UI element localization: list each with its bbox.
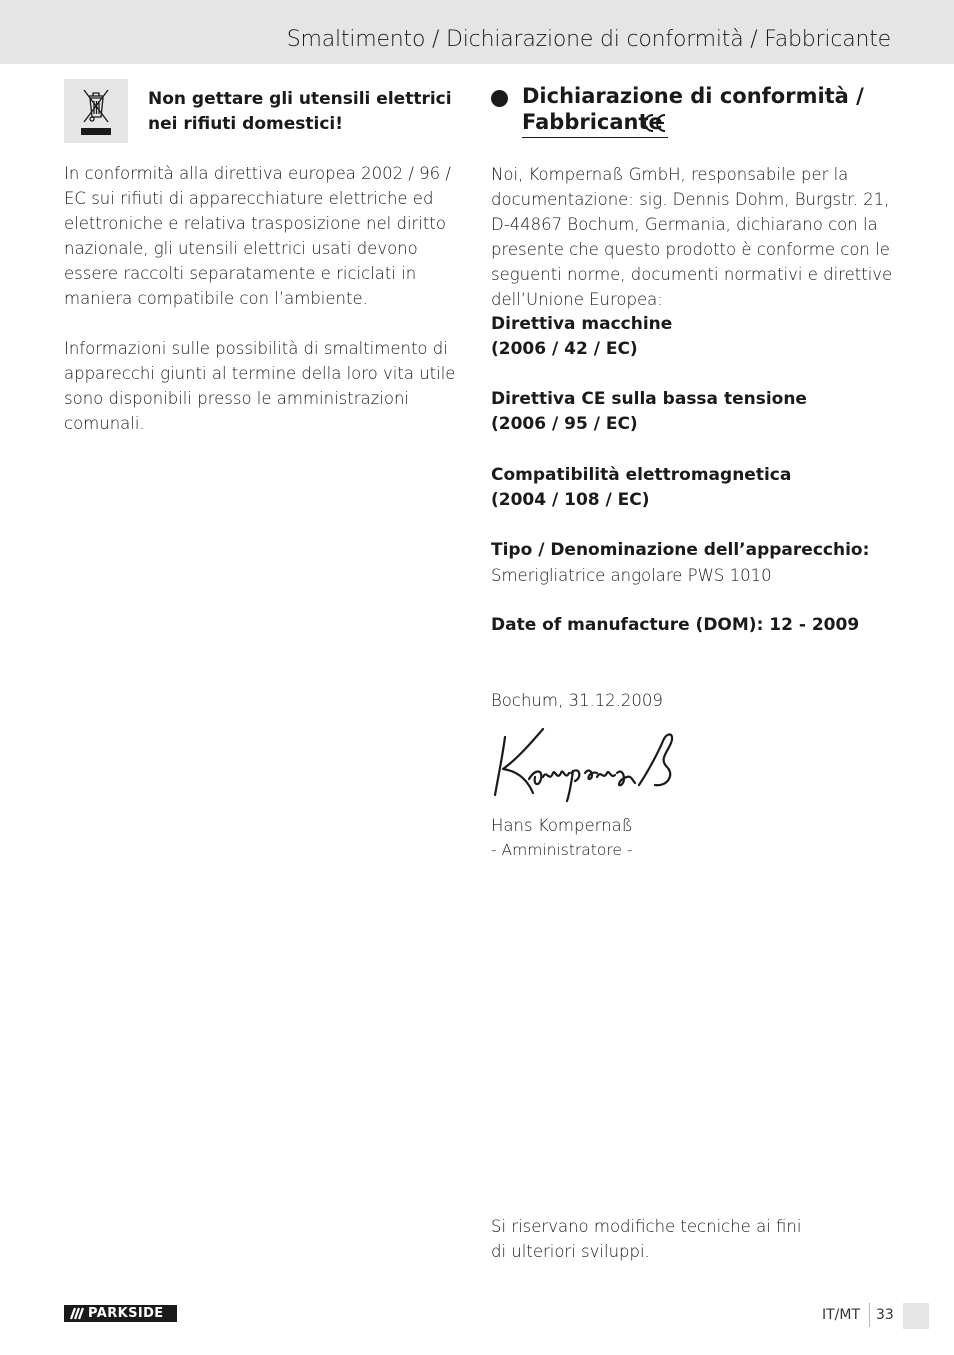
directive-machines: [491, 312, 901, 362]
signer-role: - Amministratore -: [491, 841, 633, 859]
page-number: 33: [876, 1307, 894, 1323]
page-title: Smaltimento / Dichiarazione di conformità / Fabbricante: [286, 27, 891, 52]
bullet-icon: [491, 90, 508, 107]
signer-name: Hans Kompernaß: [491, 816, 633, 835]
weee-bar: [81, 128, 111, 135]
footer-divider: [869, 1303, 870, 1327]
logo-stripes-icon: [67, 1305, 85, 1322]
directive-emc: [491, 463, 901, 513]
appliance-type: [491, 538, 901, 588]
brand-name: PARKSIDE: [88, 1306, 164, 1321]
parkside-logo: [64, 1305, 177, 1322]
type-value: Smerigliatrice angolare PWS 1010: [491, 566, 772, 585]
technical-changes-note: Si riservano modifiche tecniche ai fini di ulteriori sviluppi.: [491, 1217, 802, 1261]
signature-image: [491, 723, 691, 803]
page-header: [0, 0, 954, 64]
directive-name: Direttiva macchine: [491, 314, 673, 334]
crossed-out-wheelie-bin-icon: [82, 87, 110, 125]
declaration-intro: Noi, Kompernaß GmbH, responsabile per la documentazione: sig. Dennis Dohm, Burgstr. 21, D-44867 Bochum, Germania, dichiarano con la presente che questo prodotto è conforme con le seguenti norme, documenti normativi e direttive dell’Unione Europea:: [491, 165, 893, 309]
ce-mark-icon: [642, 112, 668, 134]
language-code: IT/MT: [822, 1307, 861, 1323]
weee-symbol: [64, 79, 128, 143]
signer: [491, 813, 901, 863]
directive-name: Compatibilità elettromagnetica: [491, 465, 792, 485]
heading-text: [522, 83, 902, 135]
disposal-paragraph: In conformità alla direttiva europea 2002 / 96 / EC sui rifiuti di apparecchiature elettriche ed elettroniche e relativa trasposizione nel diritto nazionale, gli utensili elettrici usati devono essere raccolti separatamente e riciclati in maniera compatibile con l’ambiente.: [64, 164, 451, 308]
heading-underline: [522, 137, 668, 138]
directive-code: (2006 / 42 / EC): [491, 339, 638, 359]
date-of-manufacture: Date of manufacture (DOM): 12 - 2009: [491, 615, 860, 635]
footer-tab: [903, 1303, 929, 1329]
heading-line-2: Fabbricante: [522, 110, 663, 134]
heading-line-1: Dichiarazione di conformità /: [522, 84, 864, 108]
disposal-warning-title: Non gettare gli utensili elettrici nei rifiuti domestici!: [148, 89, 452, 134]
directive-low-voltage: [491, 387, 901, 437]
type-label: Tipo / Denominazione dell’apparecchio:: [491, 540, 870, 560]
disposal-info-paragraph: Informazioni sulle possibilità di smaltimento di apparecchi giunti al termine della loro vita utile sono disponibili presso le amministrazioni comunali.: [64, 339, 456, 433]
place-and-date: Bochum, 31.12.2009: [491, 691, 663, 710]
directive-code: (2006 / 95 / EC): [491, 414, 638, 434]
directive-code: (2004 / 108 / EC): [491, 490, 650, 510]
directive-name: Direttiva CE sulla bassa tensione: [491, 389, 807, 409]
